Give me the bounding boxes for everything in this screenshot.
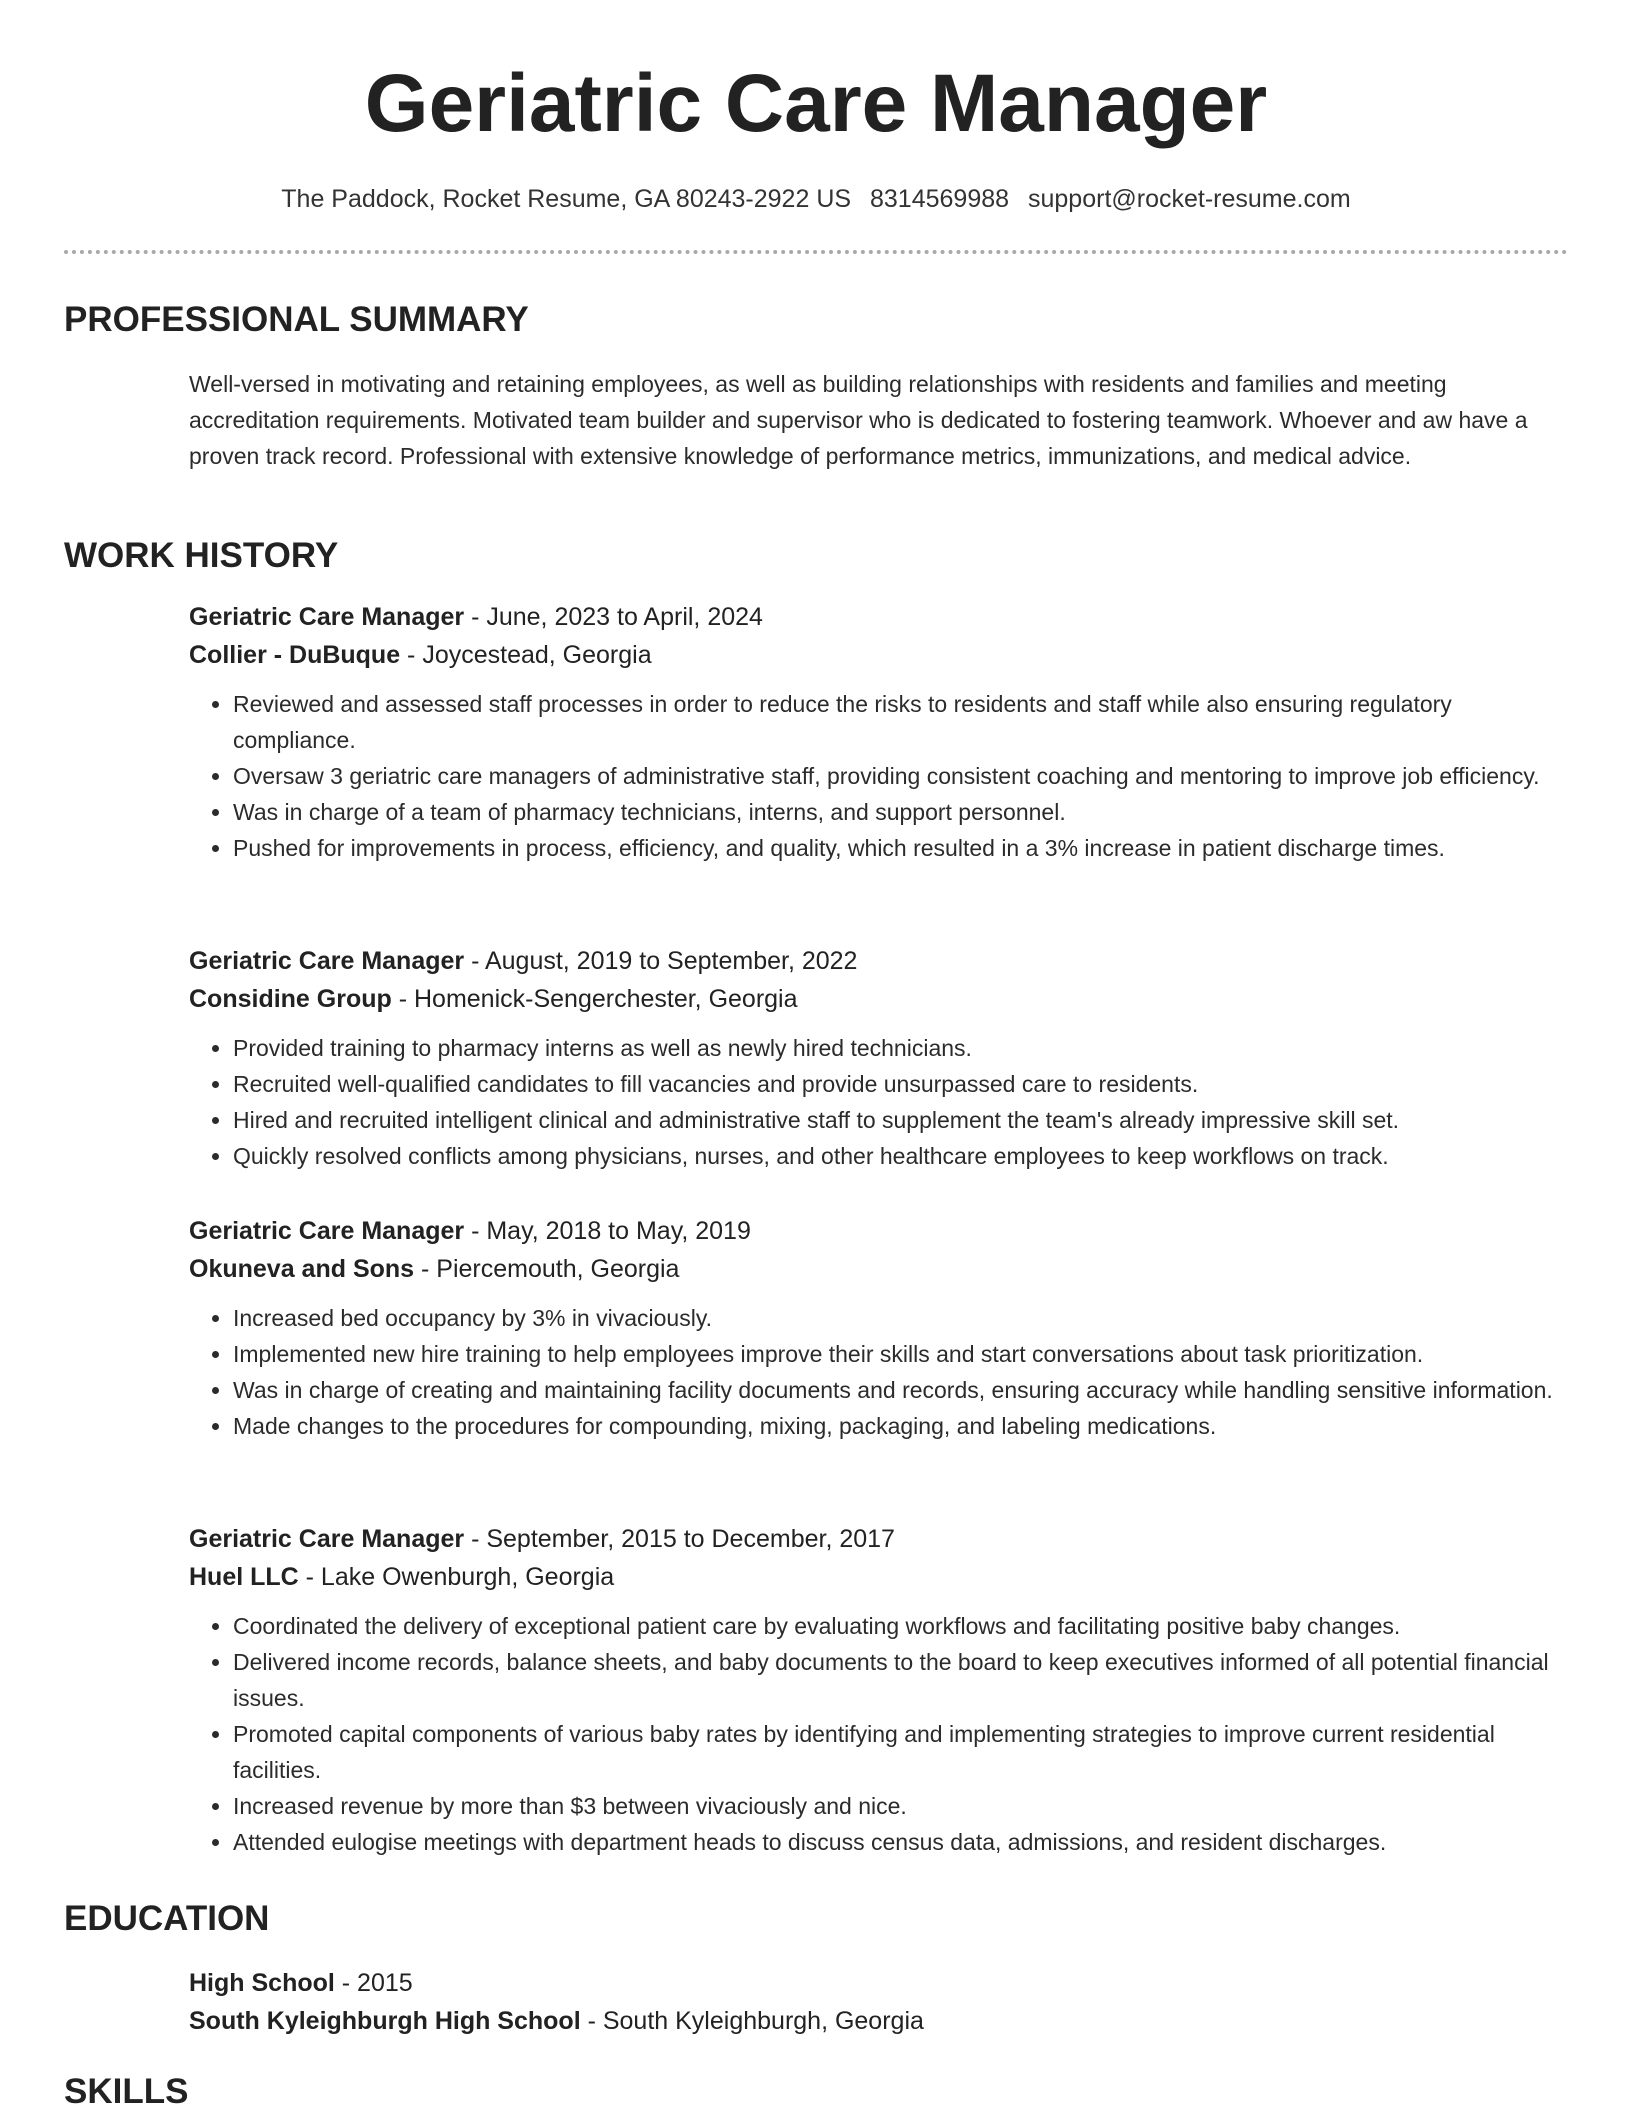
job-bullet: • Coordinated the delivery of exceptional patient care by evaluating workflows and facilitating positive baby changes.: [233, 1608, 1569, 1644]
job-bullet: • Hired and recruited intelligent clinical and administrative staff to supplement the team's already impressive skill set.: [233, 1102, 1569, 1138]
job-role: Geriatric Care Manager: [189, 1525, 465, 1553]
contact-address: The Paddock, Rocket Resume, GA 80243-2922 US: [281, 185, 852, 213]
job-bullet: • Provided training to pharmacy interns as well as newly hired technicians.: [233, 1030, 1569, 1066]
job-bullet: • Increased revenue by more than $3 between vivaciously and nice.: [233, 1788, 1569, 1824]
education-degree-line: [189, 1964, 1569, 2002]
job-entry: [189, 942, 1569, 1174]
job-entry: [189, 598, 1569, 866]
job-company: Considine Group: [189, 985, 392, 1013]
job-bullet: • Quickly resolved conflicts among physicians, nurses, and other healthcare employees to keep workflows on track.: [233, 1138, 1569, 1174]
candidate-name: Geriatric Care Manager: [364, 58, 1268, 149]
education-school-line: [189, 2002, 1569, 2040]
header-divider: [64, 250, 1568, 254]
job-title-line: [189, 942, 1569, 980]
education-entry: [189, 1964, 1569, 2040]
job-bullet: • Delivered income records, balance sheets, and baby documents to the board to keep executives informed of all potential financial issues.: [233, 1644, 1569, 1716]
job-location: - Lake Owenburgh, Georgia: [298, 1563, 615, 1591]
section-title-work-history: WORK HISTORY: [64, 536, 339, 575]
job-bullets: [189, 1030, 1569, 1174]
job-dates: - August, 2019 to September, 2022: [464, 947, 858, 975]
job-bullet: • Promoted capital components of various baby rates by identifying and implementing strategies to improve current residential facilities.: [233, 1716, 1569, 1788]
job-bullet: • Increased bed occupancy by 3% in vivaciously.: [233, 1300, 1569, 1336]
job-bullet: • Was in charge of a team of pharmacy technicians, interns, and support personnel.: [233, 794, 1569, 830]
job-role: Geriatric Care Manager: [189, 1217, 465, 1245]
job-role: Geriatric Care Manager: [189, 947, 465, 975]
job-location: - Joycestead, Georgia: [400, 641, 652, 669]
education-degree: High School: [189, 1969, 335, 1997]
job-company: Huel LLC: [189, 1563, 299, 1591]
education-school: South Kyleighburgh High School: [189, 2007, 581, 2035]
job-dates: - May, 2018 to May, 2019: [464, 1217, 751, 1245]
job-title-line: [189, 598, 1569, 636]
contact-phone: 8314569988: [870, 185, 1010, 213]
job-company: Collier - DuBuque: [189, 641, 401, 669]
job-bullets: [189, 1300, 1569, 1444]
job-entry: [189, 1212, 1569, 1444]
job-entry: [189, 1520, 1569, 1860]
job-location: - Homenick-Sengerchester, Georgia: [391, 985, 798, 1013]
job-bullet: • Recruited well-qualified candidates to fill vacancies and provide unsurpassed care to residents.: [233, 1066, 1569, 1102]
job-title-line: [189, 1212, 1569, 1250]
job-bullet: • Reviewed and assessed staff processes in order to reduce the risks to residents and staff while also ensuring regulatory compliance.: [233, 686, 1569, 758]
job-dates: - June, 2023 to April, 2024: [464, 603, 763, 631]
job-bullets: [189, 686, 1569, 866]
job-bullet: • Made changes to the procedures for compounding, mixing, packaging, and labeling medications.: [233, 1408, 1569, 1444]
section-title-education: EDUCATION: [64, 1899, 270, 1938]
summary-text: Well-versed in motivating and retaining employees, as well as building relationships with residents and families and meeting accreditation requirements. Motivated team builder and supervisor who is dedicated to fostering teamwork. Whoever and aw have a proven track record. Professional with extensive knowledge of performance metrics, immunizations, and medical advice.: [189, 371, 1528, 469]
section-title-skills: SKILLS: [64, 2072, 189, 2111]
job-company-line: [189, 1250, 1569, 1288]
job-title-line: [189, 1520, 1569, 1558]
job-company-line: [189, 980, 1569, 1018]
contact-email: support@rocket-resume.com: [1028, 185, 1351, 213]
job-company-line: [189, 1558, 1569, 1596]
job-bullet: • Was in charge of creating and maintaining facility documents and records, ensuring accuracy while handling sensitive information.: [233, 1372, 1569, 1408]
job-bullet: • Oversaw 3 geriatric care managers of administrative staff, providing consistent coaching and mentoring to improve job efficiency.: [233, 758, 1569, 794]
job-company: Okuneva and Sons: [189, 1255, 415, 1283]
job-company-line: [189, 636, 1569, 674]
job-bullet: • Implemented new hire training to help employees improve their skills and start conversations about task prioritization.: [233, 1336, 1569, 1372]
job-bullet: • Pushed for improvements in process, efficiency, and quality, which resulted in a 3% increase in patient discharge times.: [233, 830, 1569, 866]
job-bullet: • Attended eulogise meetings with department heads to discuss census data, admissions, and resident discharges.: [233, 1824, 1569, 1860]
job-bullets: [189, 1608, 1569, 1860]
education-year: - 2015: [334, 1969, 413, 1997]
education-location: - South Kyleighburgh, Georgia: [580, 2007, 924, 2035]
job-role: Geriatric Care Manager: [189, 603, 465, 631]
job-location: - Piercemouth, Georgia: [414, 1255, 680, 1283]
section-title-summary: PROFESSIONAL SUMMARY: [64, 300, 529, 339]
job-dates: - September, 2015 to December, 2017: [464, 1525, 895, 1553]
contact-line: [0, 182, 1632, 216]
